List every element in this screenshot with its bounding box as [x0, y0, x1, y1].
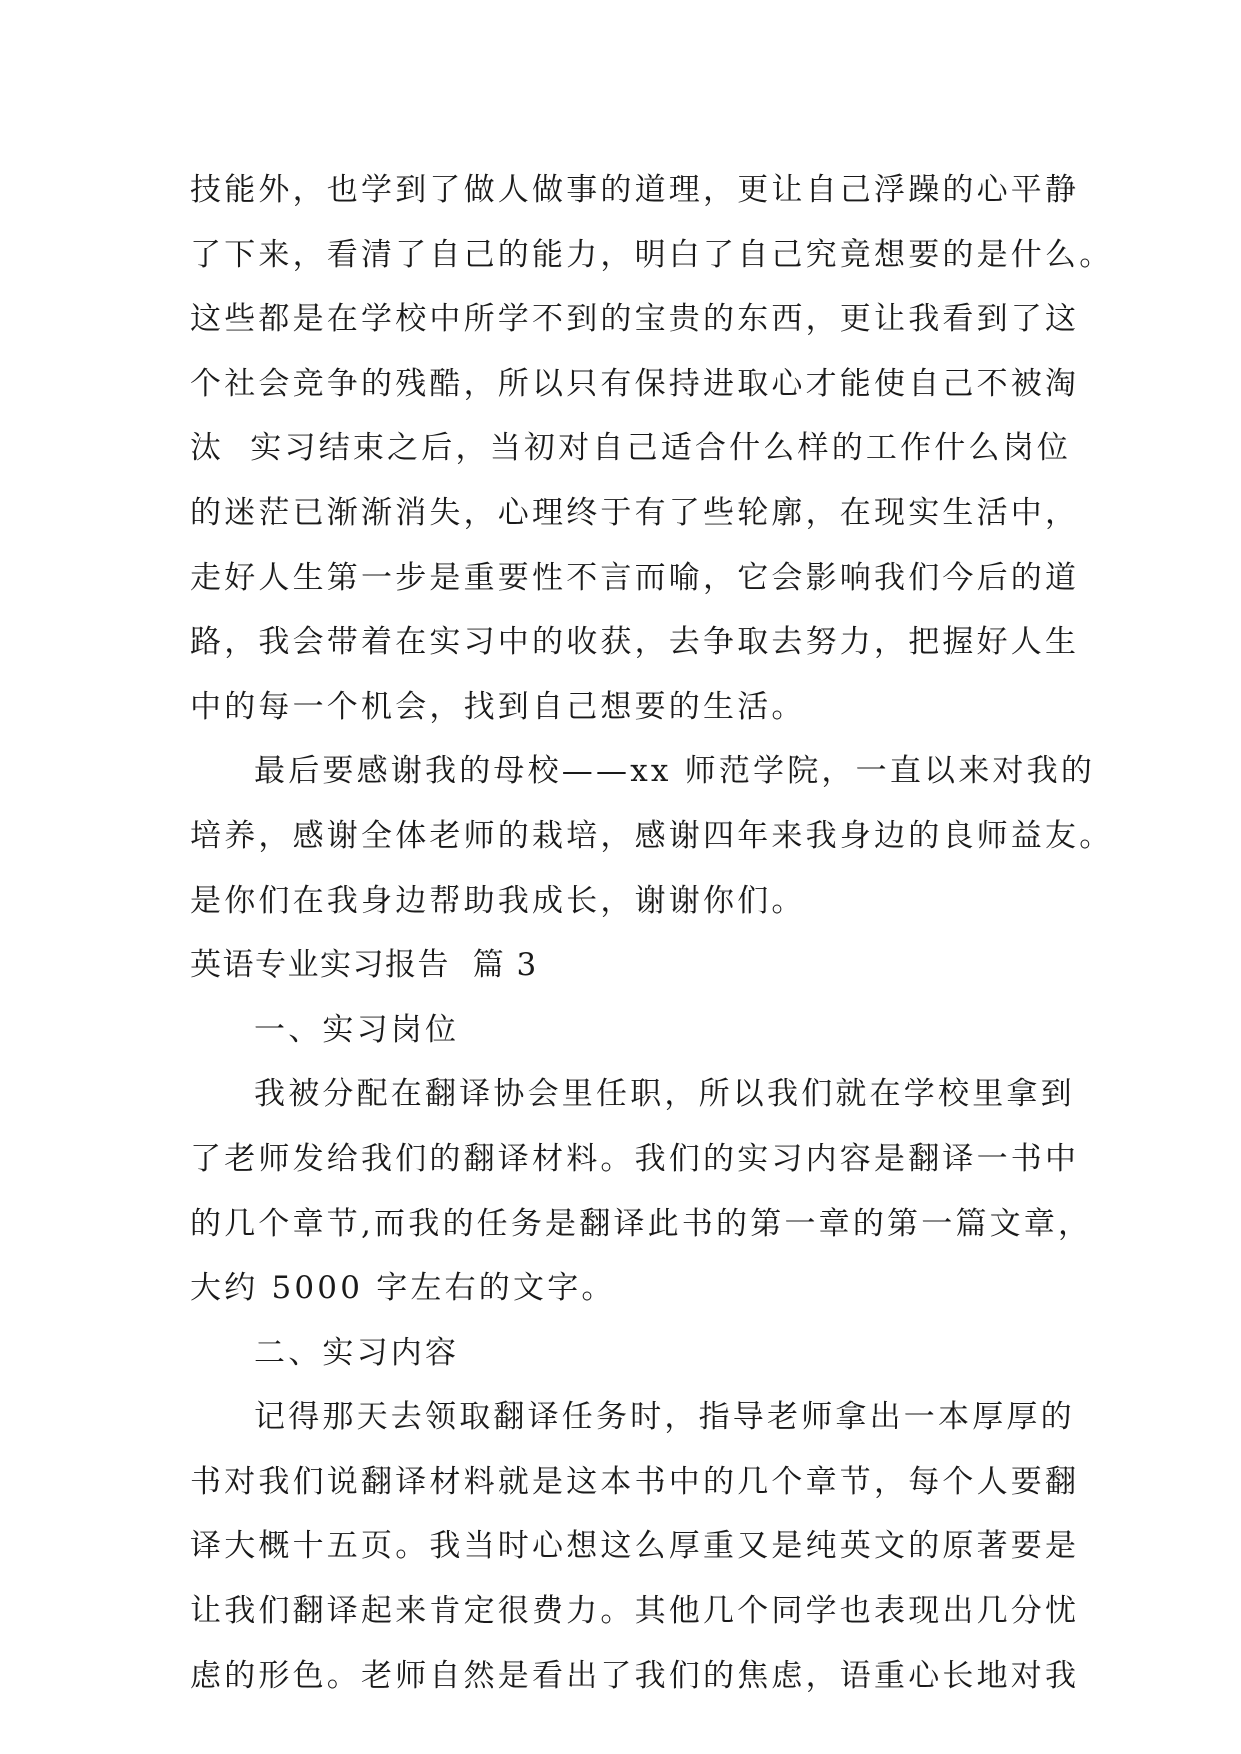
body-line: 的几个章节,而我的任务是翻译此书的第一章的第一篇文章，	[190, 1205, 1093, 1242]
body-line: 译大概十五页。我当时心想这么厚重又是纯英文的原著要是	[190, 1528, 1080, 1565]
body-line: 培养，感谢全体老师的栽培，感谢四年来我身边的良师益友。	[190, 817, 1114, 854]
subsection-heading: 一、实习岗位	[254, 1011, 460, 1048]
body-line: 汰 实习结束之后，当初对自己适合什么样的工作什么岗位	[190, 430, 1072, 467]
body-line: 书对我们说翻译材料就是这本书中的几个章节，每个人要翻	[190, 1463, 1080, 1500]
body-line: 是你们在我身边帮助我成长，谢谢你们。	[190, 882, 806, 919]
body-line: 路，我会带着在实习中的收获，去争取去努力，把握好人生	[190, 624, 1080, 661]
body-line: 了老师发给我们的翻译材料。我们的实习内容是翻译一书中	[190, 1140, 1080, 1177]
body-line: 个社会竞争的残酷，所以只有保持进取心才能使自己不被淘	[190, 365, 1080, 402]
body-line: 技能外，也学到了做人做事的道理，更让自己浮躁的心平静	[190, 172, 1080, 208]
paragraph-first-line: 我被分配在翻译协会里任职，所以我们就在学校里拿到	[254, 1076, 1075, 1113]
body-line: 了下来，看清了自己的能力，明白了自己究竟想要的是什么。	[190, 236, 1114, 273]
subsection-heading: 二、实习内容	[254, 1334, 460, 1371]
section-title: 英语专业实习报告 篇 3	[190, 947, 538, 984]
body-line: 中的每一个机会，找到自己想要的生活。	[190, 688, 806, 725]
body-line: 这些都是在学校中所学不到的宝贵的东西，更让我看到了这	[190, 301, 1080, 338]
body-line: 走好人生第一步是重要性不言而喻，它会影响我们今后的道	[190, 559, 1080, 596]
body-line: 让我们翻译起来肯定很费力。其他几个同学也表现出几分忧	[190, 1593, 1080, 1630]
document-body	[190, 158, 1114, 1708]
body-line: 大约 5000 字左右的文字。	[190, 1270, 616, 1307]
paragraph-first-line: 最后要感谢我的母校——xx 师范学院，一直以来对我的	[254, 753, 1096, 790]
body-line: 的迷茫已渐渐消失，心理终于有了些轮廓，在现实生活中，	[190, 494, 1080, 531]
body-line: 虑的形色。老师自然是看出了我们的焦虑，语重心长地对我	[190, 1657, 1080, 1694]
paragraph-first-line: 记得那天去领取翻译任务时，指导老师拿出一本厚厚的	[254, 1399, 1075, 1436]
